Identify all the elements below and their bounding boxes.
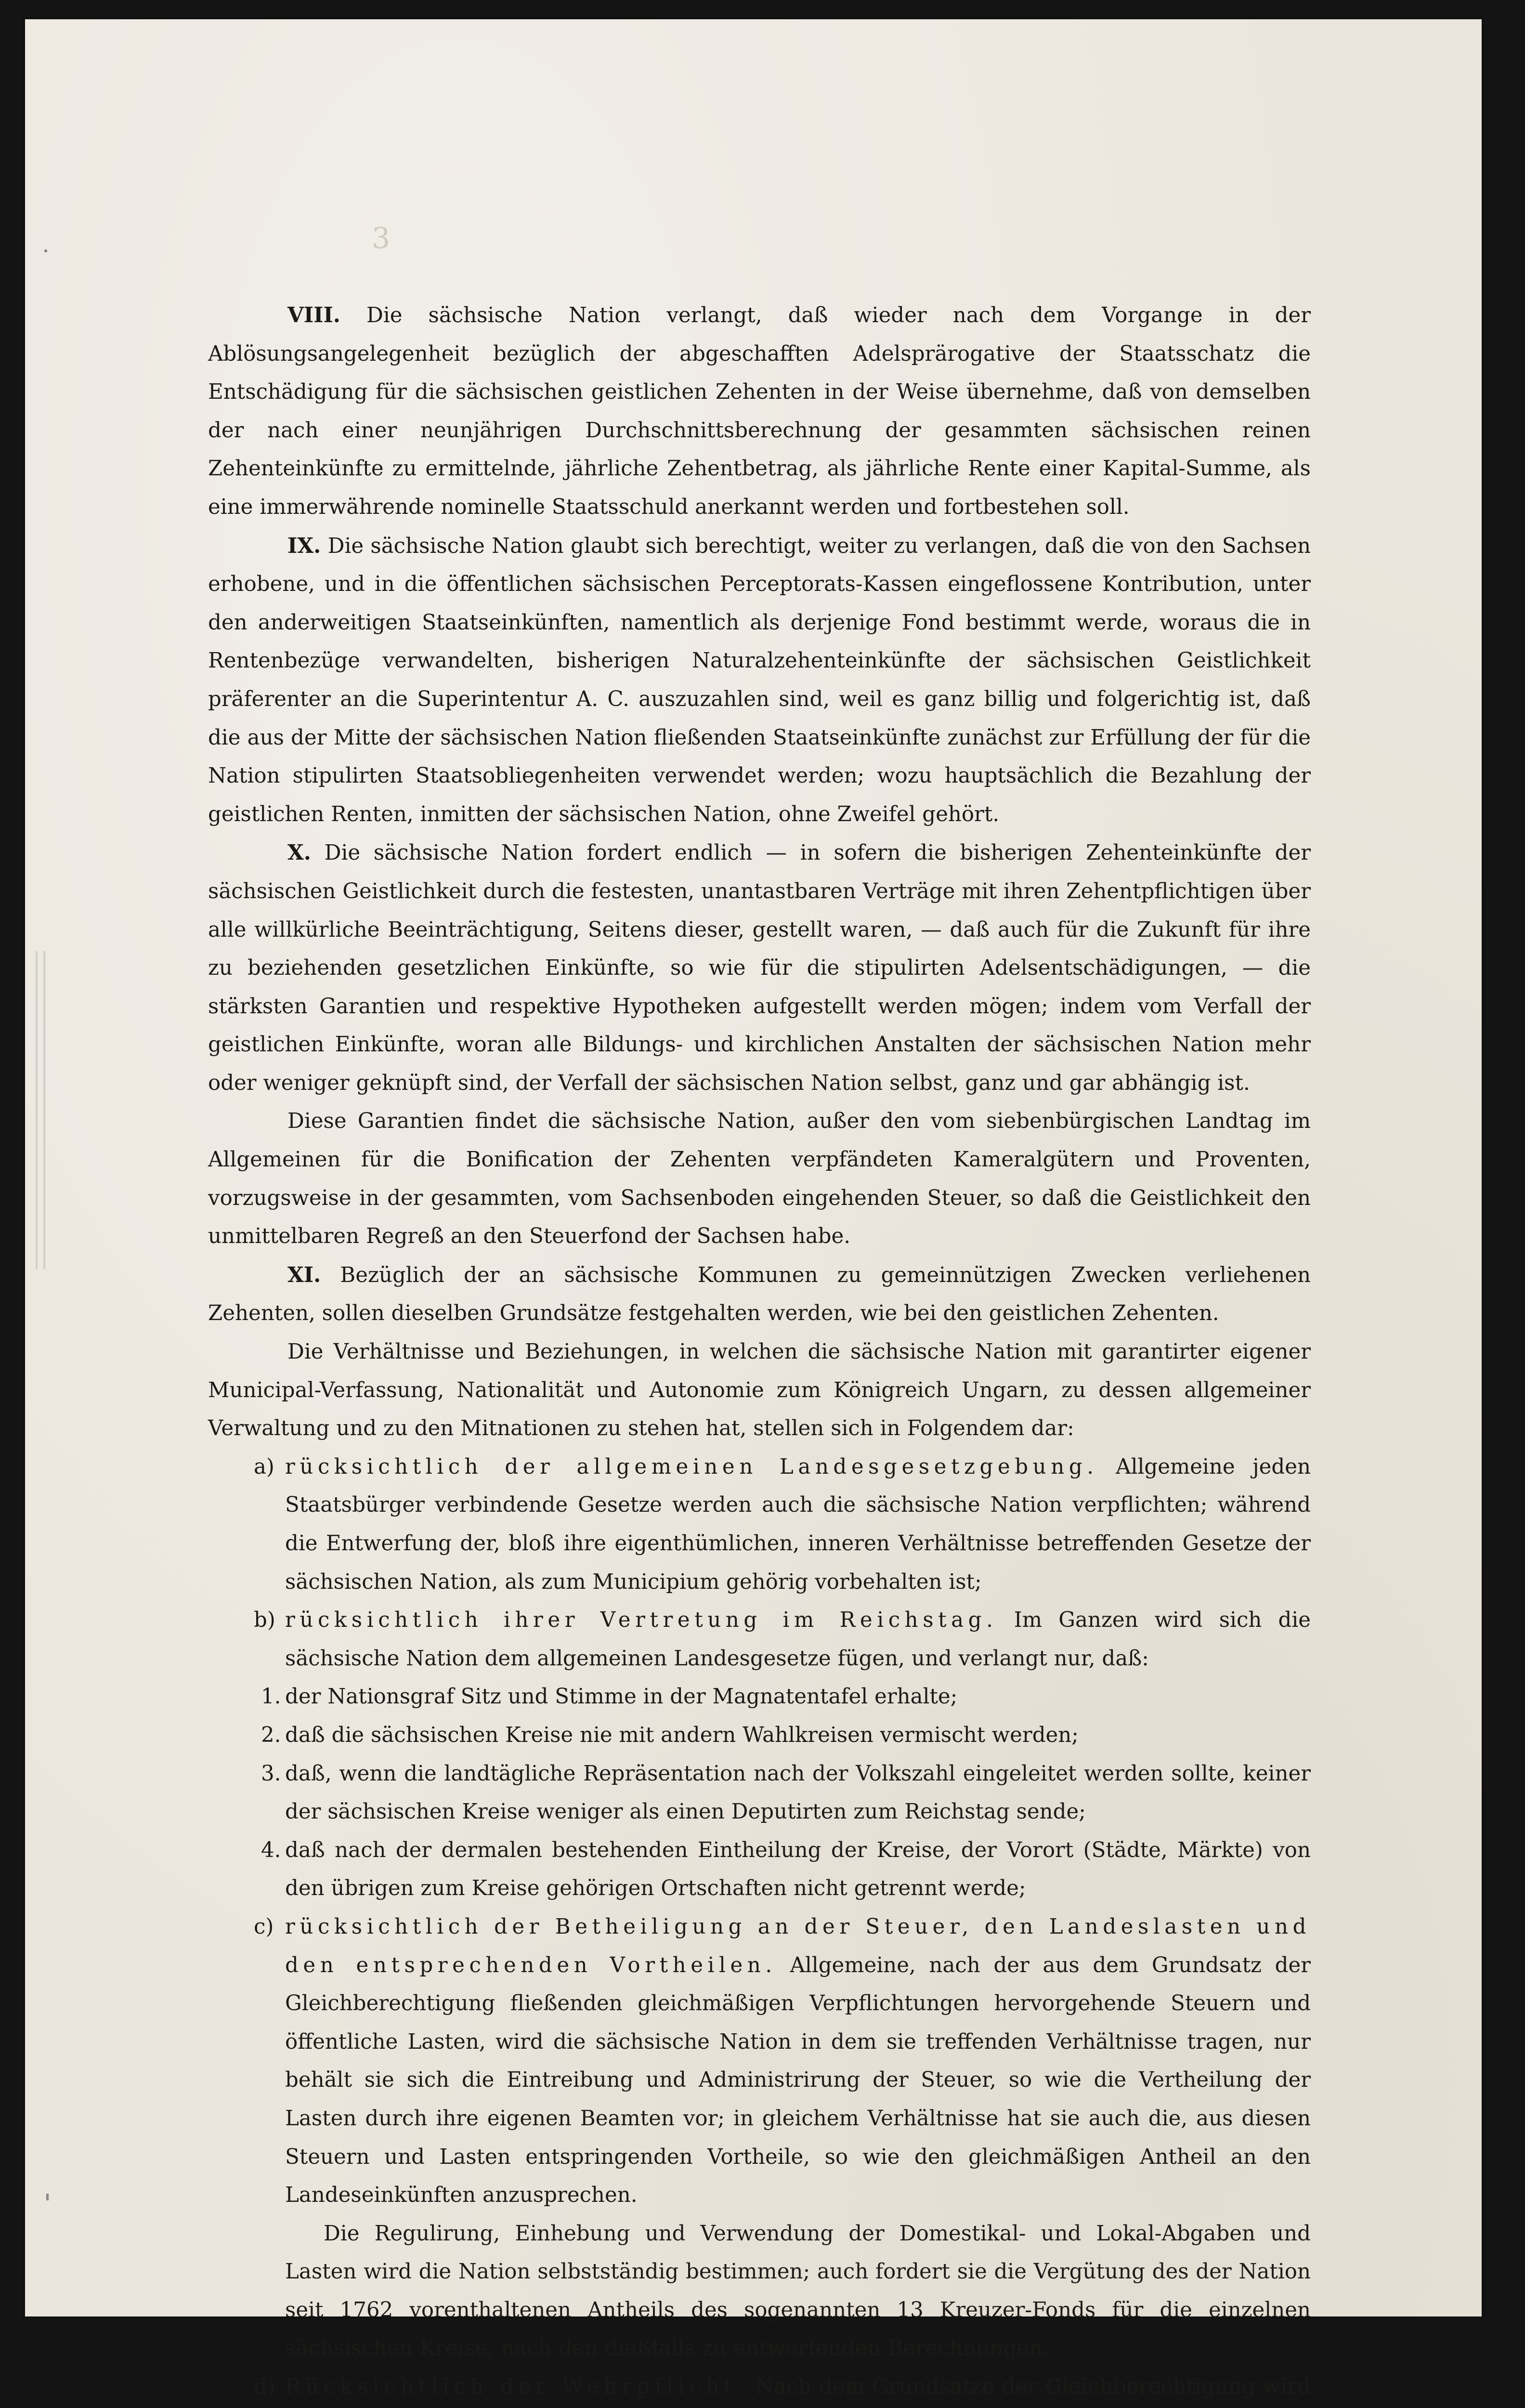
fold-mark bbox=[36, 951, 45, 1269]
list-item-c bbox=[208, 1908, 1311, 2215]
item-text: daß die sächsischen Kreise nie mit andern Wahlkreisen vermischt werden; bbox=[285, 1723, 1079, 1747]
document-page bbox=[25, 19, 1482, 2399]
paragraph-text: Die Regulirung, Einhebung und Verwendung der Domestikal- und Lokal-Abgaben und Lasten wird die Nation selbstständig bestimmen; auch fordert sie die Vergütung des der Nation seit 1762 vorenthaltenen Antheils des sogenannten 13 Kreuzer-Fonds für die einzelnen sächsischen Kreise, nach den dießfalls zu entwerfenden Berechnungen. bbox=[285, 2221, 1311, 2361]
paragraph-verhaeltnisse bbox=[208, 1333, 1311, 1448]
item-label: b) bbox=[254, 1608, 275, 1633]
paragraph-text: Die sächsische Nation verlangt, daß wieder nach dem Vorgange in der Ablösungsangelegenheit bezüglich der abgeschafften Adelsprärogative der Staatsschatz die Entschädigung für die sächsischen geistlichen Zehenten in der Weise übernehme, daß von demselben der nach einer neunjährigen Durchschnittsberechnung der gesammten sächsischen reinen Zehenteinkünfte zu ermittelnde, jährliche Zehentbetrag, als jährliche Rente einer Kapital-Summe, als eine immerwährende nominelle Staatsschuld anerkannt werden und fortbestehen soll. bbox=[208, 303, 1311, 519]
item-heading: rücksichtlich der allgemeinen Landesgesetzgebung. bbox=[285, 1454, 1098, 1479]
item-text: daß, wenn die landtägliche Repräsentation nach der Volkszahl eingeleitet werden sollte, keiner der sächsischen Kreise weniger als einen Deputirten zum Reichstag sende; bbox=[285, 1761, 1311, 1824]
section-number: VIII. bbox=[287, 303, 340, 327]
paragraph-xi bbox=[208, 1256, 1311, 1333]
item-text: Allgemeine jeden Staatsbürger verbindende Gesetze werden auch die sächsische Nation verpflichten; während die Entwerfung der, bloß ihre eigenthümlichen, inneren Verhältnisse betreffenden Gesetze der sächsischen Nation, als zum Municipium gehörig vorbehalten ist; bbox=[285, 1454, 1311, 1594]
section-number: XI. bbox=[287, 1262, 321, 1287]
document-body bbox=[208, 296, 1311, 2408]
paragraph-ix bbox=[208, 527, 1311, 834]
item-heading: rücksichtlich der Betheiligung an der Steuer, den Landeslasten und den entsprechenden Vortheilen. bbox=[285, 1914, 1311, 1977]
item-text: der Nationsgraf Sitz und Stimme in der Magnatentafel erhalte; bbox=[285, 1685, 958, 1709]
item-number: 1. bbox=[261, 1685, 281, 1709]
item-label: a) bbox=[254, 1454, 274, 1479]
item-text: Im Ganzen wird sich die sächsische Nation dem allgemeinen Landesgesetze fügen, und verlangt nur, daß: bbox=[285, 1608, 1311, 1671]
item-label: d) bbox=[254, 2375, 275, 2399]
list-item-a bbox=[208, 1448, 1311, 1601]
list-item-b bbox=[208, 1601, 1311, 1678]
numbered-item-4 bbox=[208, 1832, 1311, 1908]
paragraph-text: Die Verhältnisse und Beziehungen, in welchen die sächsische Nation mit garantirter eigener Municipal-Verfassung, Nationalität und Autonomie zum Königreich Ungarn, zu dessen allgemeiner Verwaltung und zu den Mitnationen zu stehen hat, stellen sich in Folgendem dar: bbox=[208, 1340, 1311, 1441]
numbered-item-3 bbox=[208, 1755, 1311, 1832]
section-number: X. bbox=[287, 840, 311, 865]
margin-mark: 3 bbox=[372, 222, 391, 255]
list-subparagraph bbox=[208, 2215, 1311, 2368]
numbered-item-2 bbox=[208, 1716, 1311, 1755]
paragraph-text: Die sächsische Nation fordert endlich — in sofern die bisherigen Zehenteinkünfte der sächsischen Geistlichkeit durch die festesten, unantastbaren Verträge mit ihren Zehentpflichtigen über alle willkürliche Beeinträchtigung, Seitens dieser, gestellt waren, — daß auch für die Zukunft für ihre zu beziehenden gesetzlichen Einkünfte, so wie für die stipulirten Adelsentschädigungen, — die stärksten Garantien und respektive Hypotheken aufgestellt werden mögen; indem vom Verfall der geistlichen Einkünfte, woran alle Bildungs- und kirchlichen Anstalten der sächsischen Nation mehr oder weniger geknüpft sind, der Verfall der sächsischen Nation selbst, ganz und gar abhängig ist. bbox=[208, 841, 1311, 1095]
item-text: Nach dem Grundsatze der Gleichberechtigung wird bbox=[755, 2375, 1311, 2399]
paragraph-garantien bbox=[208, 1102, 1311, 1256]
item-heading: Rücksichtlich der Wehrpflicht. bbox=[285, 2375, 748, 2399]
item-label: c) bbox=[254, 1914, 274, 1939]
item-number: 4. bbox=[261, 1838, 281, 1862]
margin-dot bbox=[44, 249, 47, 252]
paragraph-text: Diese Garantien findet die sächsische Nation, außer den vom siebenbürgischen Landtag im Allgemeinen für die Bonification der Zehenten verpfändeten Kameralgütern und Proventen, vorzugsweise in der gesammten, vom Sachsenboden eingehenden Steuer, so daß die Geistlichkeit den unmittelbaren Regreß an den Steuerfond der Sachsen habe. bbox=[208, 1109, 1311, 1249]
pencil-mark bbox=[372, 222, 390, 255]
item-text: Allgemeine, nach der aus dem Grundsatz der Gleichberechtigung fließenden gleichmäßigen Verpflichtungen hervorgehende Steuern und öffentliche Lasten, wird die sächsische Nation in dem sie treffenden Verhältnisse tragen, nur behält sie sich die Eintreibung und Administrirung der Steuer, so wie die Vertheilung der Lasten durch ihre eigenen Beamten vor; in gleichem Verhältnisse hat sie auch die, aus diesen Steuern und Lasten entspringenden Vortheile, so wie den gleichmäßigen Antheil an den Landeseinkünften anzusprechen. bbox=[285, 1953, 1311, 2208]
margin-tick bbox=[46, 2194, 49, 2200]
paragraph-x bbox=[208, 834, 1311, 1102]
paragraph-text: Bezüglich der an sächsische Kommunen zu gemeinnützigen Zwecken verliehenen Zehenten, sollen dieselben Grundsätze festgehalten werden, wie bei den geistlichen Zehenten. bbox=[208, 1263, 1311, 1326]
item-number: 3. bbox=[261, 1761, 281, 1786]
paragraph-text: Die sächsische Nation glaubt sich berechtigt, weiter zu verlangen, daß die von den Sachsen erhobene, und in die öffentlichen sächsischen Perceptorats-Kassen eingeflossene Kontribution, unter den anderweitigen Staatseinkünften, namentlich als derjenige Fond bestimmt werde, woraus die in Rentenbezüge verwandelten, bisherigen Naturalzehenteinkünfte der sächsischen Geistlichkeit präferenter an die Superintentur A. C. auszuzahlen sind, weil es ganz billig und folgerichtig ist, daß die aus der Mitte der sächsischen Nation fließenden Staatseinkünfte zunächst zur Erfüllung der für die Nation stipulirten Staatsobliegenheiten verwendet werden; wozu hauptsächlich die Bezahlung der geistlichen Renten, inmitten der sächsischen Nation, ohne Zweifel gehört. bbox=[208, 534, 1311, 826]
section-number: IX. bbox=[287, 533, 321, 558]
numbered-item-1 bbox=[208, 1678, 1311, 1716]
paragraph-viii bbox=[208, 296, 1311, 527]
item-number: 2. bbox=[261, 1723, 281, 1747]
item-heading: rücksichtlich ihrer Vertretung im Reichstag. bbox=[285, 1608, 998, 1633]
item-text: daß nach der dermalen bestehenden Eintheilung der Kreise, der Vorort (Städte, Märkte) von den übrigen zum Kreise gehörigen Ortschaften nicht getrennt werde; bbox=[285, 1838, 1311, 1901]
list-item-d bbox=[208, 2368, 1311, 2408]
